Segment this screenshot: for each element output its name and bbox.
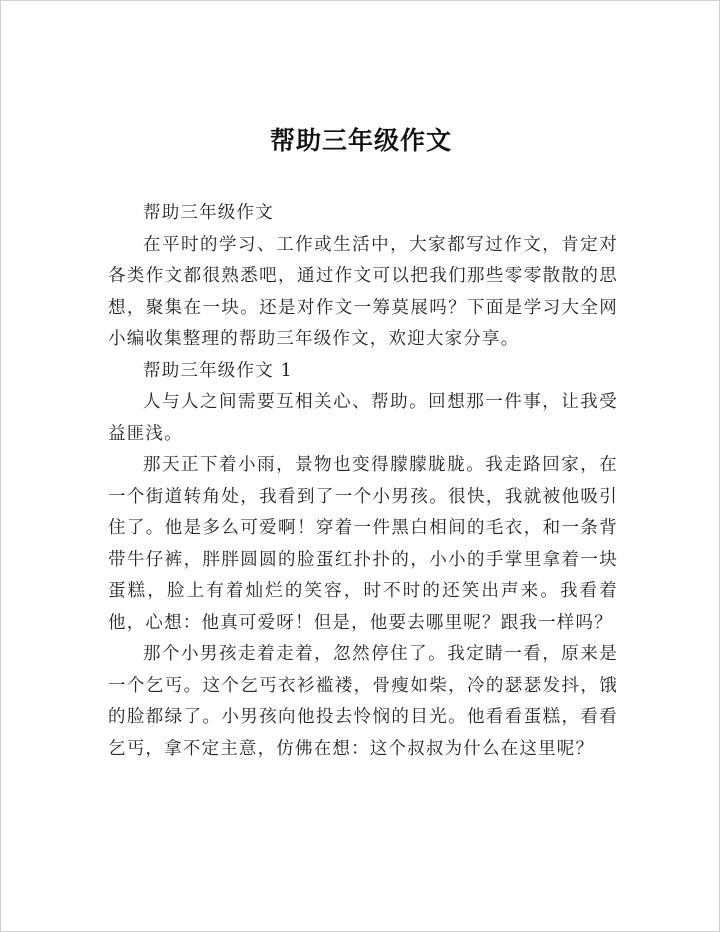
paragraph-2: 那天正下着小雨，景物也变得朦朦胧胧。我走路回家，在一个街道转角处，我看到了一个小男孩。很快，我就被他吸引住了。他是多么可爱啊！穿着一件黑白相间的毛衣，和一条背带牛仔裤，胖胖圆圆的脸蛋红扑扑的，小小的手掌里拿着一块蛋糕，脸上有着灿烂的笑容，时不时的还笑出声来。我看着他，心想：他真可爱呀！但是，他要去哪里呢？跟我一样吗？ [108,455,618,633]
paragraph-subtitle: 帮助三年级作文 [143,203,274,223]
paragraph-1: 人与人之间需要互相关心、帮助。回想那一件事，让我受益匪浅。 [108,392,618,444]
paragraph-intro: 在平时的学习、工作或生活中，大家都写过作文，肯定对各类作文都很熟悉吧，通过作文可以把我们那些零零散散的思想，聚集在一块。还是对作文一筹莫展吗？下面是学习大全网小编收集整理的帮助三年级作文，欢迎大家分享。 [108,234,618,349]
document-body [108,198,618,765]
document-title: 帮助三年级作文 [269,126,452,155]
paragraph-3: 那个小男孩走着走着，忽然停住了。我定睛一看，原来是一个乞丐。这个乞丐衣衫褴褛，骨瘦如柴，冷的瑟瑟发抖，饿的脸都绿了。小男孩向他投去怜悯的目光。他看看蛋糕，看看乞丐，拿不定主意，仿佛在想：这个叔叔为什么在这里呢？ [108,644,618,759]
paragraph-section-heading: 帮助三年级作文 1 [143,360,293,381]
